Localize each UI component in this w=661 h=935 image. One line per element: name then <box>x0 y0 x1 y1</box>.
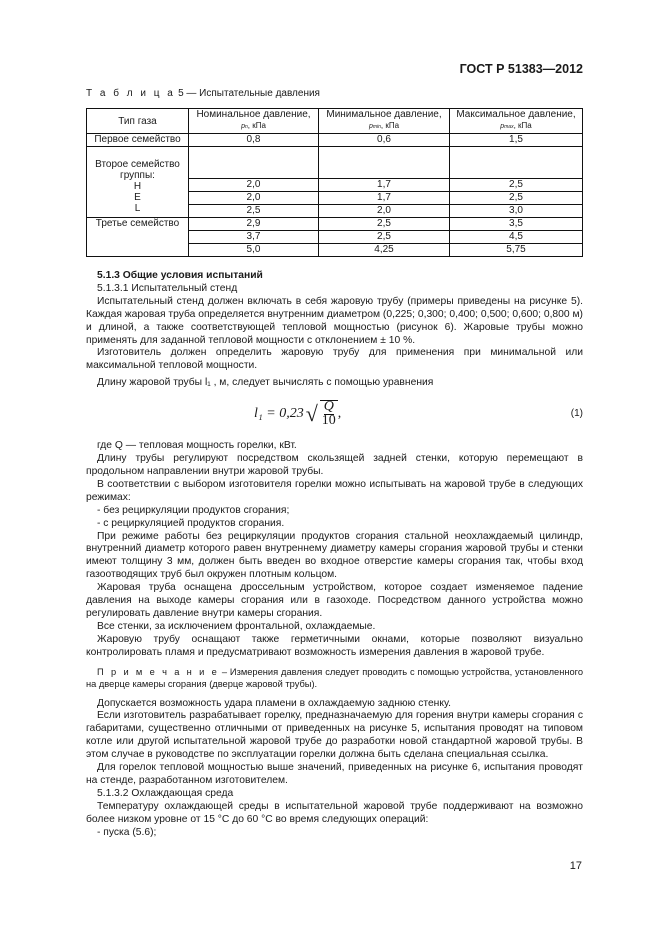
paragraph: В соответствии с выбором изготовителя горелки можно испытывать на жаровой трубе в следующих режимах: <box>86 478 583 503</box>
subsection-heading: 5.1.3.2 Охлаждающая среда <box>97 787 234 799</box>
value-cell: 2,9 <box>189 218 319 231</box>
value-cell: 3,7 <box>189 231 319 244</box>
equation: l₁ = 0,23 √ $\frac{Q}{10}$ , (1) <box>254 399 583 429</box>
paragraph: Изготовитель должен определить жаровую трубу для применения при минимальной или максимальной тепловой мощности. <box>86 347 583 372</box>
paragraph: Длину трубы регулируют посредством скользящей задней стенки, которую перемещают в продольном направлении внутри жаровой трубы. <box>86 453 583 477</box>
col-nominal: Номинальное давление, pn, кПа <box>189 109 319 134</box>
value-cell: 2,5 <box>450 192 583 205</box>
empty-cell <box>319 147 450 179</box>
test-pressures-table <box>86 108 583 257</box>
caption-text: 5 — Испытательные давления <box>178 88 320 99</box>
value-cell: 2,5 <box>189 205 319 218</box>
value-cell: 2,5 <box>319 218 450 231</box>
subsection-heading: 5.1.3.1 Испытательный стенд <box>97 282 238 294</box>
empty-cell <box>189 147 319 179</box>
document-body <box>86 270 583 840</box>
paragraph: Если изготовитель разрабатывает горелку, предназначаемую для горения внутри камеры сгорания с габаритами, существенно отличными от приведенных на рисунке 5, испытания проводят на типовом котле или другой испытательной жаровой трубе до разработки новой стандартной жаровой трубы. В этом случае в руководстве по эксплуатации горелки должна быть сделана специальная ссылка. <box>86 710 583 761</box>
value-cell: 1,5 <box>450 134 583 147</box>
list-item: - пуска (5.6); <box>97 826 157 838</box>
caption-prefix: Т а б л и ц а <box>86 88 176 99</box>
paragraph: Длину жаровой трубы l₁ , м, следует вычислять с помощью уравнения <box>97 377 434 389</box>
section-heading: 5.1.3 Общие условия испытаний <box>97 270 263 281</box>
paragraph: Допускается возможность удара пламени в охлаждаемую заднюю стенку. <box>97 697 451 709</box>
value-cell: 1,7 <box>319 179 450 192</box>
value-cell: 2,0 <box>189 179 319 192</box>
equation-fraction: $\frac{Q}{10}$ <box>321 399 336 429</box>
value-cell: 2,0 <box>319 205 450 218</box>
table-row <box>87 134 583 147</box>
equation-lhs: l₁ = 0,23 <box>254 405 304 421</box>
list-item: - с рециркуляцией продуктов сгорания. <box>97 517 285 529</box>
value-cell: 0,6 <box>319 134 450 147</box>
value-cell: 5,75 <box>450 244 583 257</box>
table-row <box>87 147 583 179</box>
paragraph: Температуру охлаждающей среды в испытательной жаровой трубе поддерживают на возможно более низком уровне от 15 °С до 60 °С во время следующих операций: <box>86 800 583 825</box>
paragraph: где Q — тепловая мощность горелки, кВт. <box>97 440 297 452</box>
paragraph: Жаровую трубу оснащают также герметичными окнами, которые позволяют визуально контролировать пламя и предусматривают возможность измерения давления в жаровой трубе. <box>86 633 583 658</box>
value-cell: 4,25 <box>319 244 450 257</box>
paragraph: Жаровая труба оснащена дроссельным устройством, которое создает изменяемое падение давления на выходе камеры сгорания или в газоходе. Посредством данного устройства можно регулировать давление внутри камеры сгорания. <box>86 582 583 619</box>
value-cell: 5,0 <box>189 244 319 257</box>
empty-cell <box>450 147 583 179</box>
paragraph: Испытательный стенд должен включать в себя жаровую трубу (примеры приведены на рисунке 5). Каждая жаровая труба определяется внутренним диаметром (0,225; 0,300; 0,400; 0,500; 0,600; 0,800 м) и длиной, а также соответствующей тепловой мощностью (рисунок 6). Жаровые трубы можно применять для заданной тепловой мощности с отклонением ± 10 %. <box>86 295 583 346</box>
document-header: ГОСТ Р 51383—2012 <box>459 62 583 76</box>
table-row <box>87 218 583 231</box>
table-header-row <box>87 109 583 134</box>
value-cell: 4,5 <box>450 231 583 244</box>
value-cell: 0,8 <box>189 134 319 147</box>
col-maximum: Максимальное давление, pmax, кПа <box>450 109 583 134</box>
value-cell: 1,7 <box>319 192 450 205</box>
gas-type-cell: Второе семейство группы: H E L <box>87 147 189 218</box>
table-caption <box>86 88 320 99</box>
page-number: 17 <box>569 860 582 872</box>
value-cell: 2,5 <box>319 231 450 244</box>
value-cell: 3,0 <box>450 205 583 218</box>
paragraph: Все стенки, за исключением фронтальной, охлаждаемые. <box>97 620 376 632</box>
col-minimum: Минимальное давление, pmin, кПа <box>319 109 450 134</box>
list-item: - без рециркуляции продуктов сгорания; <box>97 504 290 516</box>
col-gas-type: Тип газа <box>87 109 189 134</box>
value-cell: 2,0 <box>189 192 319 205</box>
paragraph: При режиме работы без рециркуляции продуктов сгорания стальной неохлаждаемый цилиндр, внутренний диаметр которого равен внутреннему диаметру камеры сгорания жаровой трубы и стенки имеют толщину 3 мм, должен быть введен во входное отверстие камеры сгорания так, чтобы вход газоотводящих труб был окружен плотным кольцом. <box>86 530 583 581</box>
value-cell: 3,5 <box>450 218 583 231</box>
gas-type-cell: Третье семейство <box>87 218 189 257</box>
equation-number: (1) <box>570 408 583 420</box>
paragraph: Для горелок тепловой мощностью выше значений, приведенных на рисунке 6, испытания проводят на стенде, разработанном изготовителем. <box>86 762 583 786</box>
value-cell: 2,5 <box>450 179 583 192</box>
gas-type-cell: Первое семейство <box>87 134 189 147</box>
note: П р и м е ч а н и е – Измерения давления следует проводить с помощью устройства, установленного на дверце камеры сгорания (дверце жаровой трубы). <box>86 666 583 689</box>
